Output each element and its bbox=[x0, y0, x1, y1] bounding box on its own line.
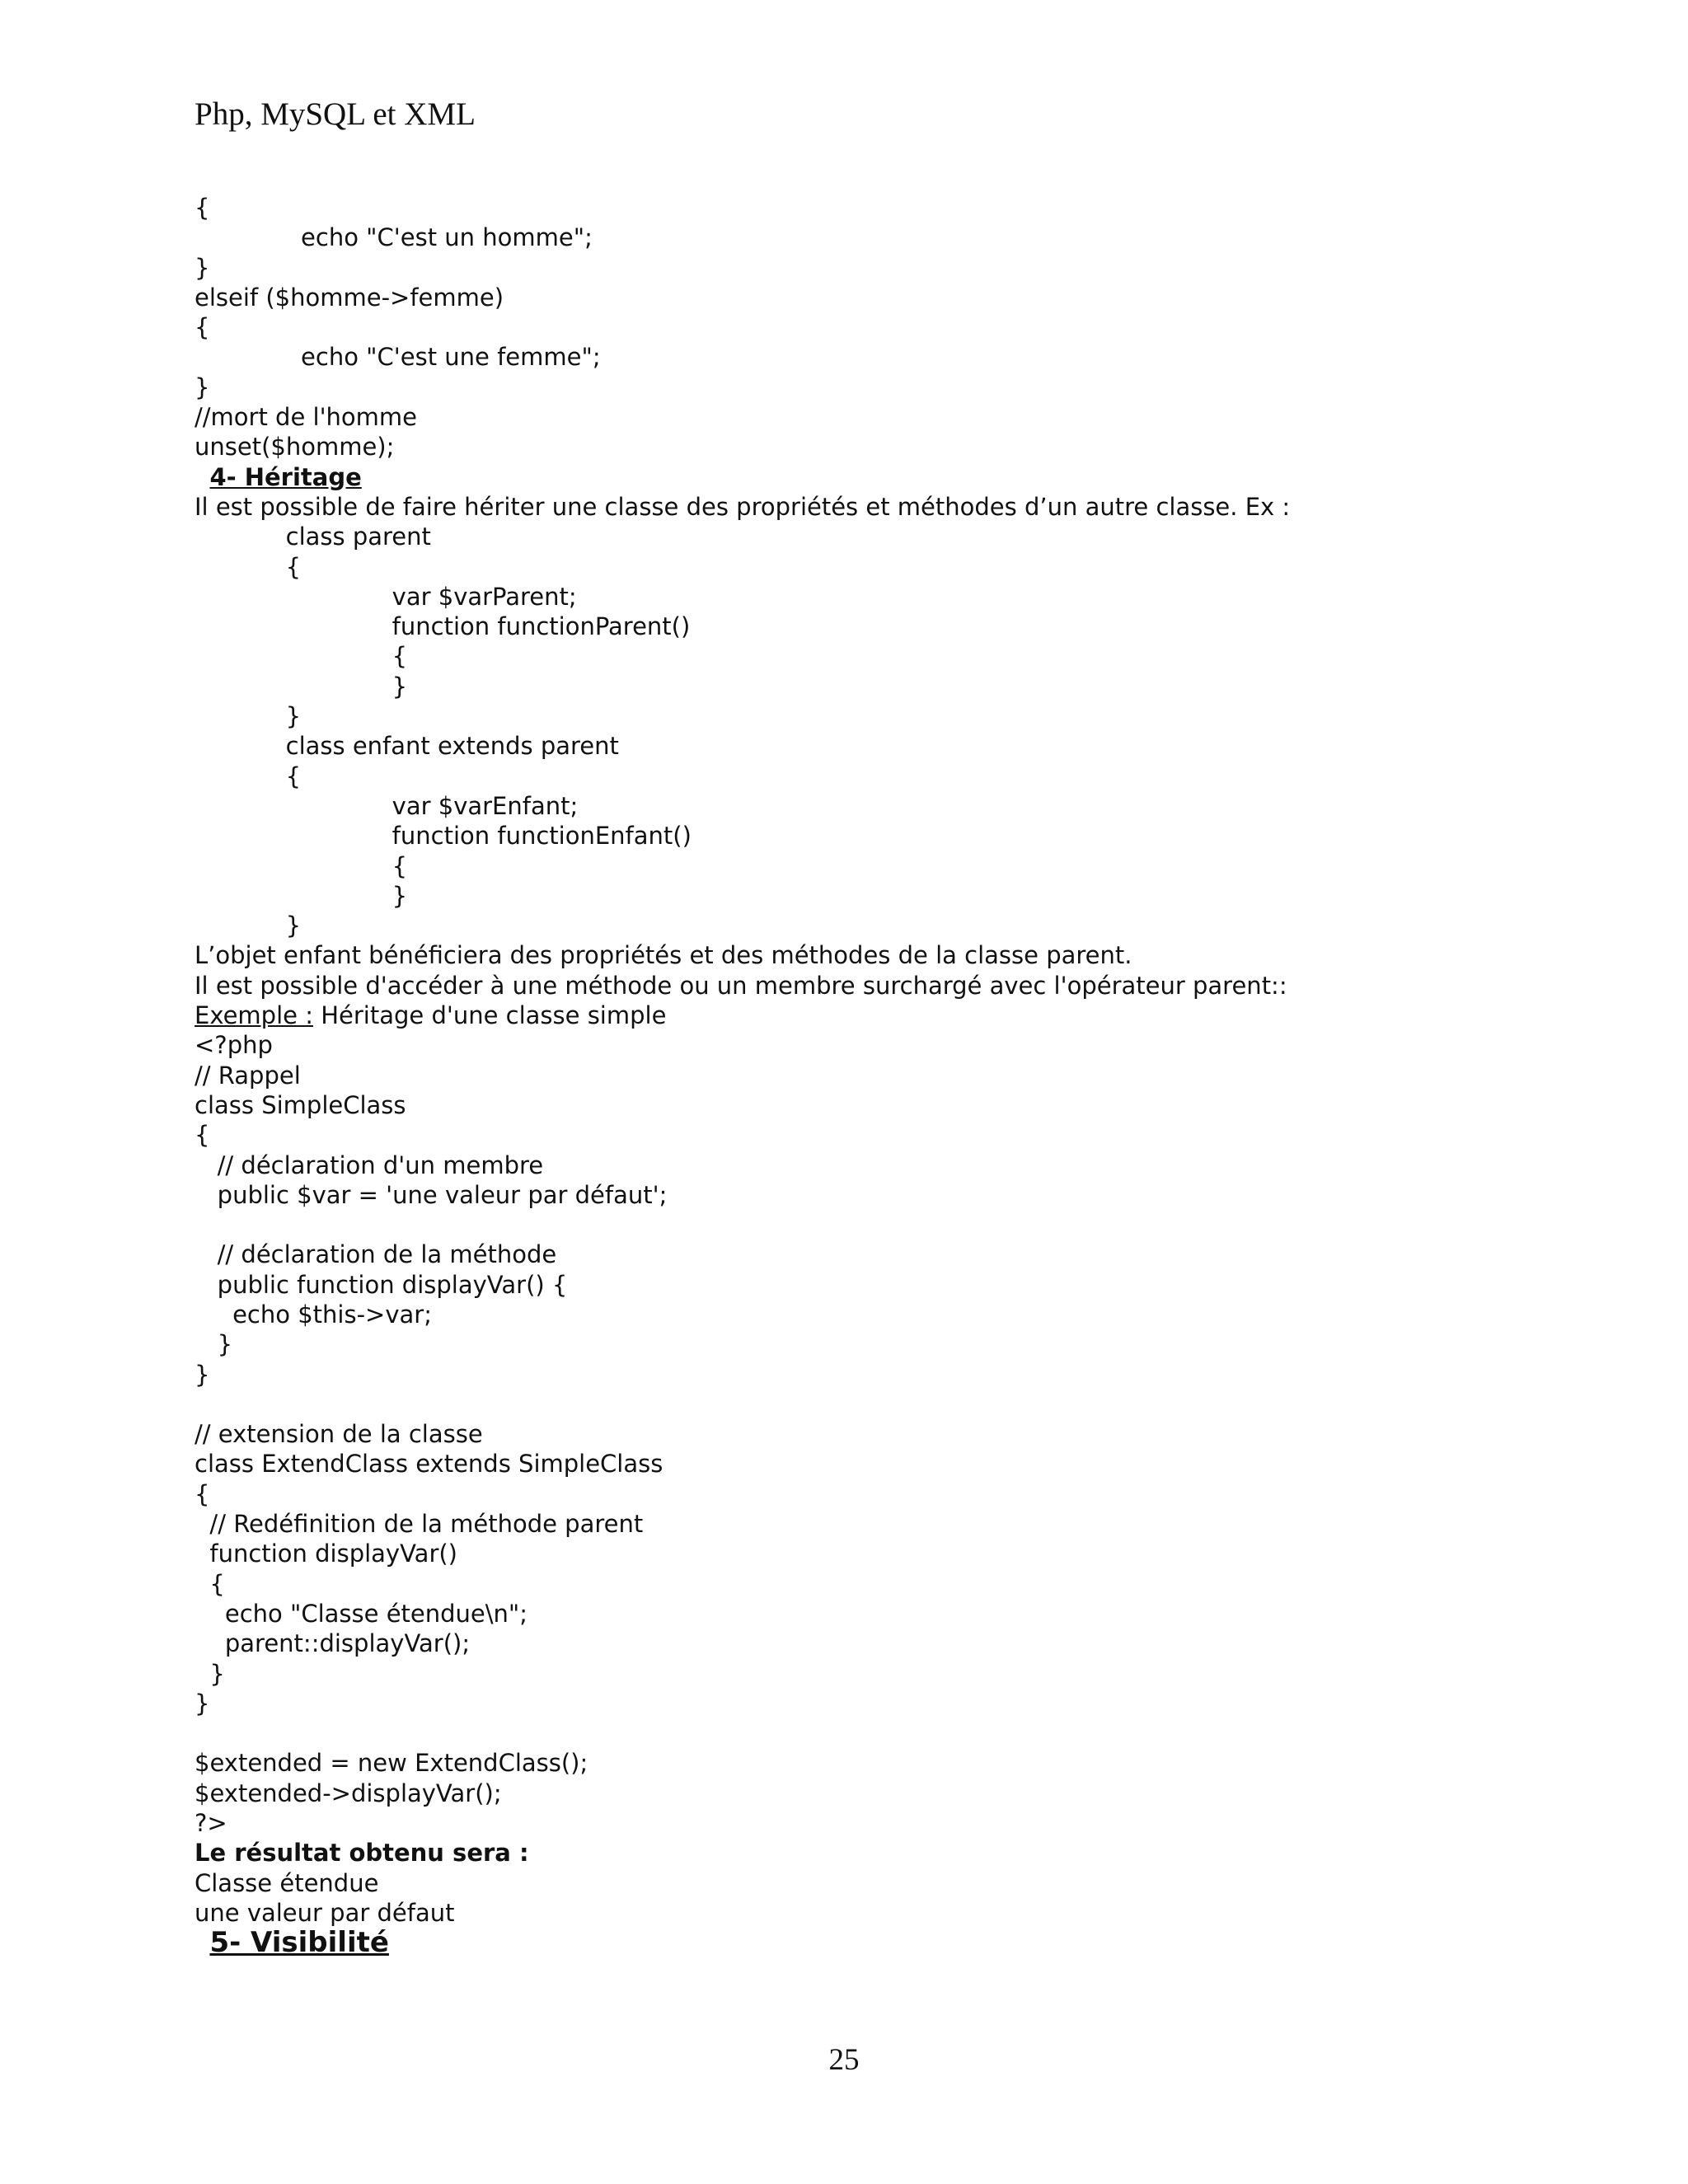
code-line: elseif ($homme->femme) bbox=[195, 283, 504, 312]
code-line: var $varParent; bbox=[195, 582, 577, 611]
code-line: function functionParent() bbox=[195, 612, 691, 641]
page-number: 25 bbox=[828, 2043, 860, 2077]
code-line: { bbox=[195, 851, 408, 880]
code-line: echo "C'est une femme"; bbox=[195, 343, 601, 372]
code-line: // extension de la classe bbox=[195, 1420, 483, 1449]
explanation-line-1: L’objet enfant bénéficiera des propriétés et des méthodes de la classe parent. bbox=[195, 941, 1132, 970]
example-line bbox=[195, 1001, 1513, 1030]
code-line: class SimpleClass bbox=[195, 1090, 406, 1119]
section-4-intro: Il est possible de faire hériter une classe des propriétés et méthodes d’un autre classe. Ex : bbox=[195, 492, 1291, 521]
example-label: Exemple : bbox=[195, 1001, 313, 1030]
code-line: public function displayVar() { bbox=[195, 1270, 568, 1299]
code-line: } bbox=[195, 1659, 225, 1688]
code-line: { bbox=[195, 313, 210, 342]
code-line: } bbox=[195, 672, 408, 701]
example-text: Héritage d'une classe simple bbox=[312, 1001, 667, 1030]
code-line: echo "Classe étendue\n"; bbox=[195, 1599, 528, 1628]
code-line: $extended = new ExtendClass(); bbox=[195, 1749, 588, 1778]
code-block-extend-class bbox=[195, 1030, 1513, 1838]
code-line bbox=[195, 1210, 1513, 1240]
code-line bbox=[195, 1390, 1513, 1419]
code-line: function functionEnfant() bbox=[195, 822, 692, 851]
section-4-heading-line bbox=[195, 462, 1513, 492]
page-body bbox=[195, 193, 1513, 1958]
code-line: { bbox=[195, 552, 302, 581]
code-line: unset($homme); bbox=[195, 433, 395, 462]
result-line-1: Classe étendue bbox=[195, 1868, 379, 1897]
code-line: <?php bbox=[195, 1031, 273, 1060]
code-line: // déclaration de la méthode bbox=[195, 1240, 557, 1269]
code-line: var $varEnfant; bbox=[195, 791, 579, 820]
code-line bbox=[195, 1718, 1513, 1748]
code-line: { bbox=[195, 1569, 225, 1598]
result-line-2: une valeur par défaut bbox=[195, 1898, 455, 1927]
code-line: } bbox=[195, 702, 302, 731]
code-line: public $var = 'une valeur par défaut'; bbox=[195, 1180, 668, 1209]
code-line: } bbox=[195, 1330, 233, 1359]
code-line: } bbox=[195, 373, 210, 401]
code-line: // déclaration d'un membre bbox=[195, 1151, 544, 1179]
code-line: { bbox=[195, 1479, 210, 1508]
result-label: Le résultat obtenu sera : bbox=[195, 1839, 529, 1868]
code-line: //mort de l'homme bbox=[195, 403, 418, 432]
code-line: // Redéfinition de la méthode parent bbox=[195, 1510, 644, 1539]
code-line: { bbox=[195, 642, 408, 671]
code-block-conditional bbox=[195, 193, 1513, 462]
code-line: } bbox=[195, 1360, 210, 1389]
code-block-inheritance bbox=[195, 522, 1513, 940]
code-line: { bbox=[195, 1121, 210, 1150]
document-header-title: Php, MySQL et XML bbox=[195, 96, 476, 132]
section-4-heading: 4- Héritage bbox=[209, 462, 362, 491]
code-line: } bbox=[195, 1689, 210, 1718]
code-line: ?> bbox=[195, 1809, 227, 1838]
section-5-heading-line bbox=[195, 1926, 1513, 1960]
code-line: parent::displayVar(); bbox=[195, 1629, 471, 1658]
code-line: { bbox=[195, 762, 302, 790]
code-line: $extended->displayVar(); bbox=[195, 1779, 502, 1807]
code-line: class parent bbox=[195, 523, 431, 551]
code-line: { bbox=[195, 194, 210, 222]
code-line: } bbox=[195, 881, 408, 910]
code-line: // Rappel bbox=[195, 1061, 301, 1090]
code-line: } bbox=[195, 912, 302, 940]
explanation-line-2: Il est possible d'accéder à une méthode ou un membre surchargé avec l'opérateur parent:: bbox=[195, 971, 1287, 1000]
section-5-heading: 5- Visibilité bbox=[209, 1926, 389, 1960]
code-line: echo "C'est un homme"; bbox=[195, 223, 593, 252]
code-line: class ExtendClass extends SimpleClass bbox=[195, 1450, 663, 1479]
code-line: function displayVar() bbox=[195, 1540, 457, 1568]
code-line: echo $this->var; bbox=[195, 1300, 432, 1329]
code-line: } bbox=[195, 253, 210, 282]
code-line: class enfant extends parent bbox=[195, 732, 619, 761]
